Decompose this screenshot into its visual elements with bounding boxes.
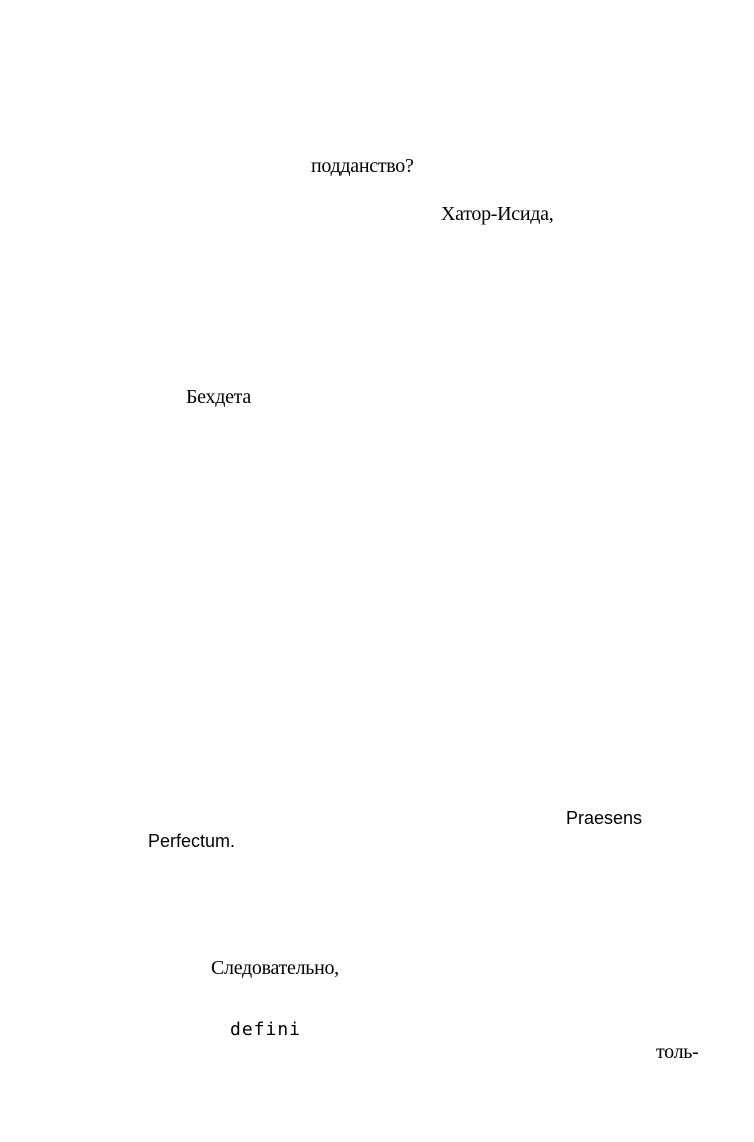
text-fragment-perfectum: Perfectum. [148, 831, 236, 851]
text-fragment-defini: defini [230, 1019, 302, 1040]
text-fragment-sledovatelno: Следовательно, [211, 957, 339, 979]
text-fragment-hator-isida: Хатор-Исида, [441, 203, 554, 225]
text-fragment-tol: толь- [656, 1041, 699, 1063]
text-fragment-praesens: Praesens [566, 808, 643, 828]
text-fragment-behdeta: Бехдета [186, 386, 251, 408]
text-fragment-poddanstvo: подданство? [311, 155, 414, 177]
